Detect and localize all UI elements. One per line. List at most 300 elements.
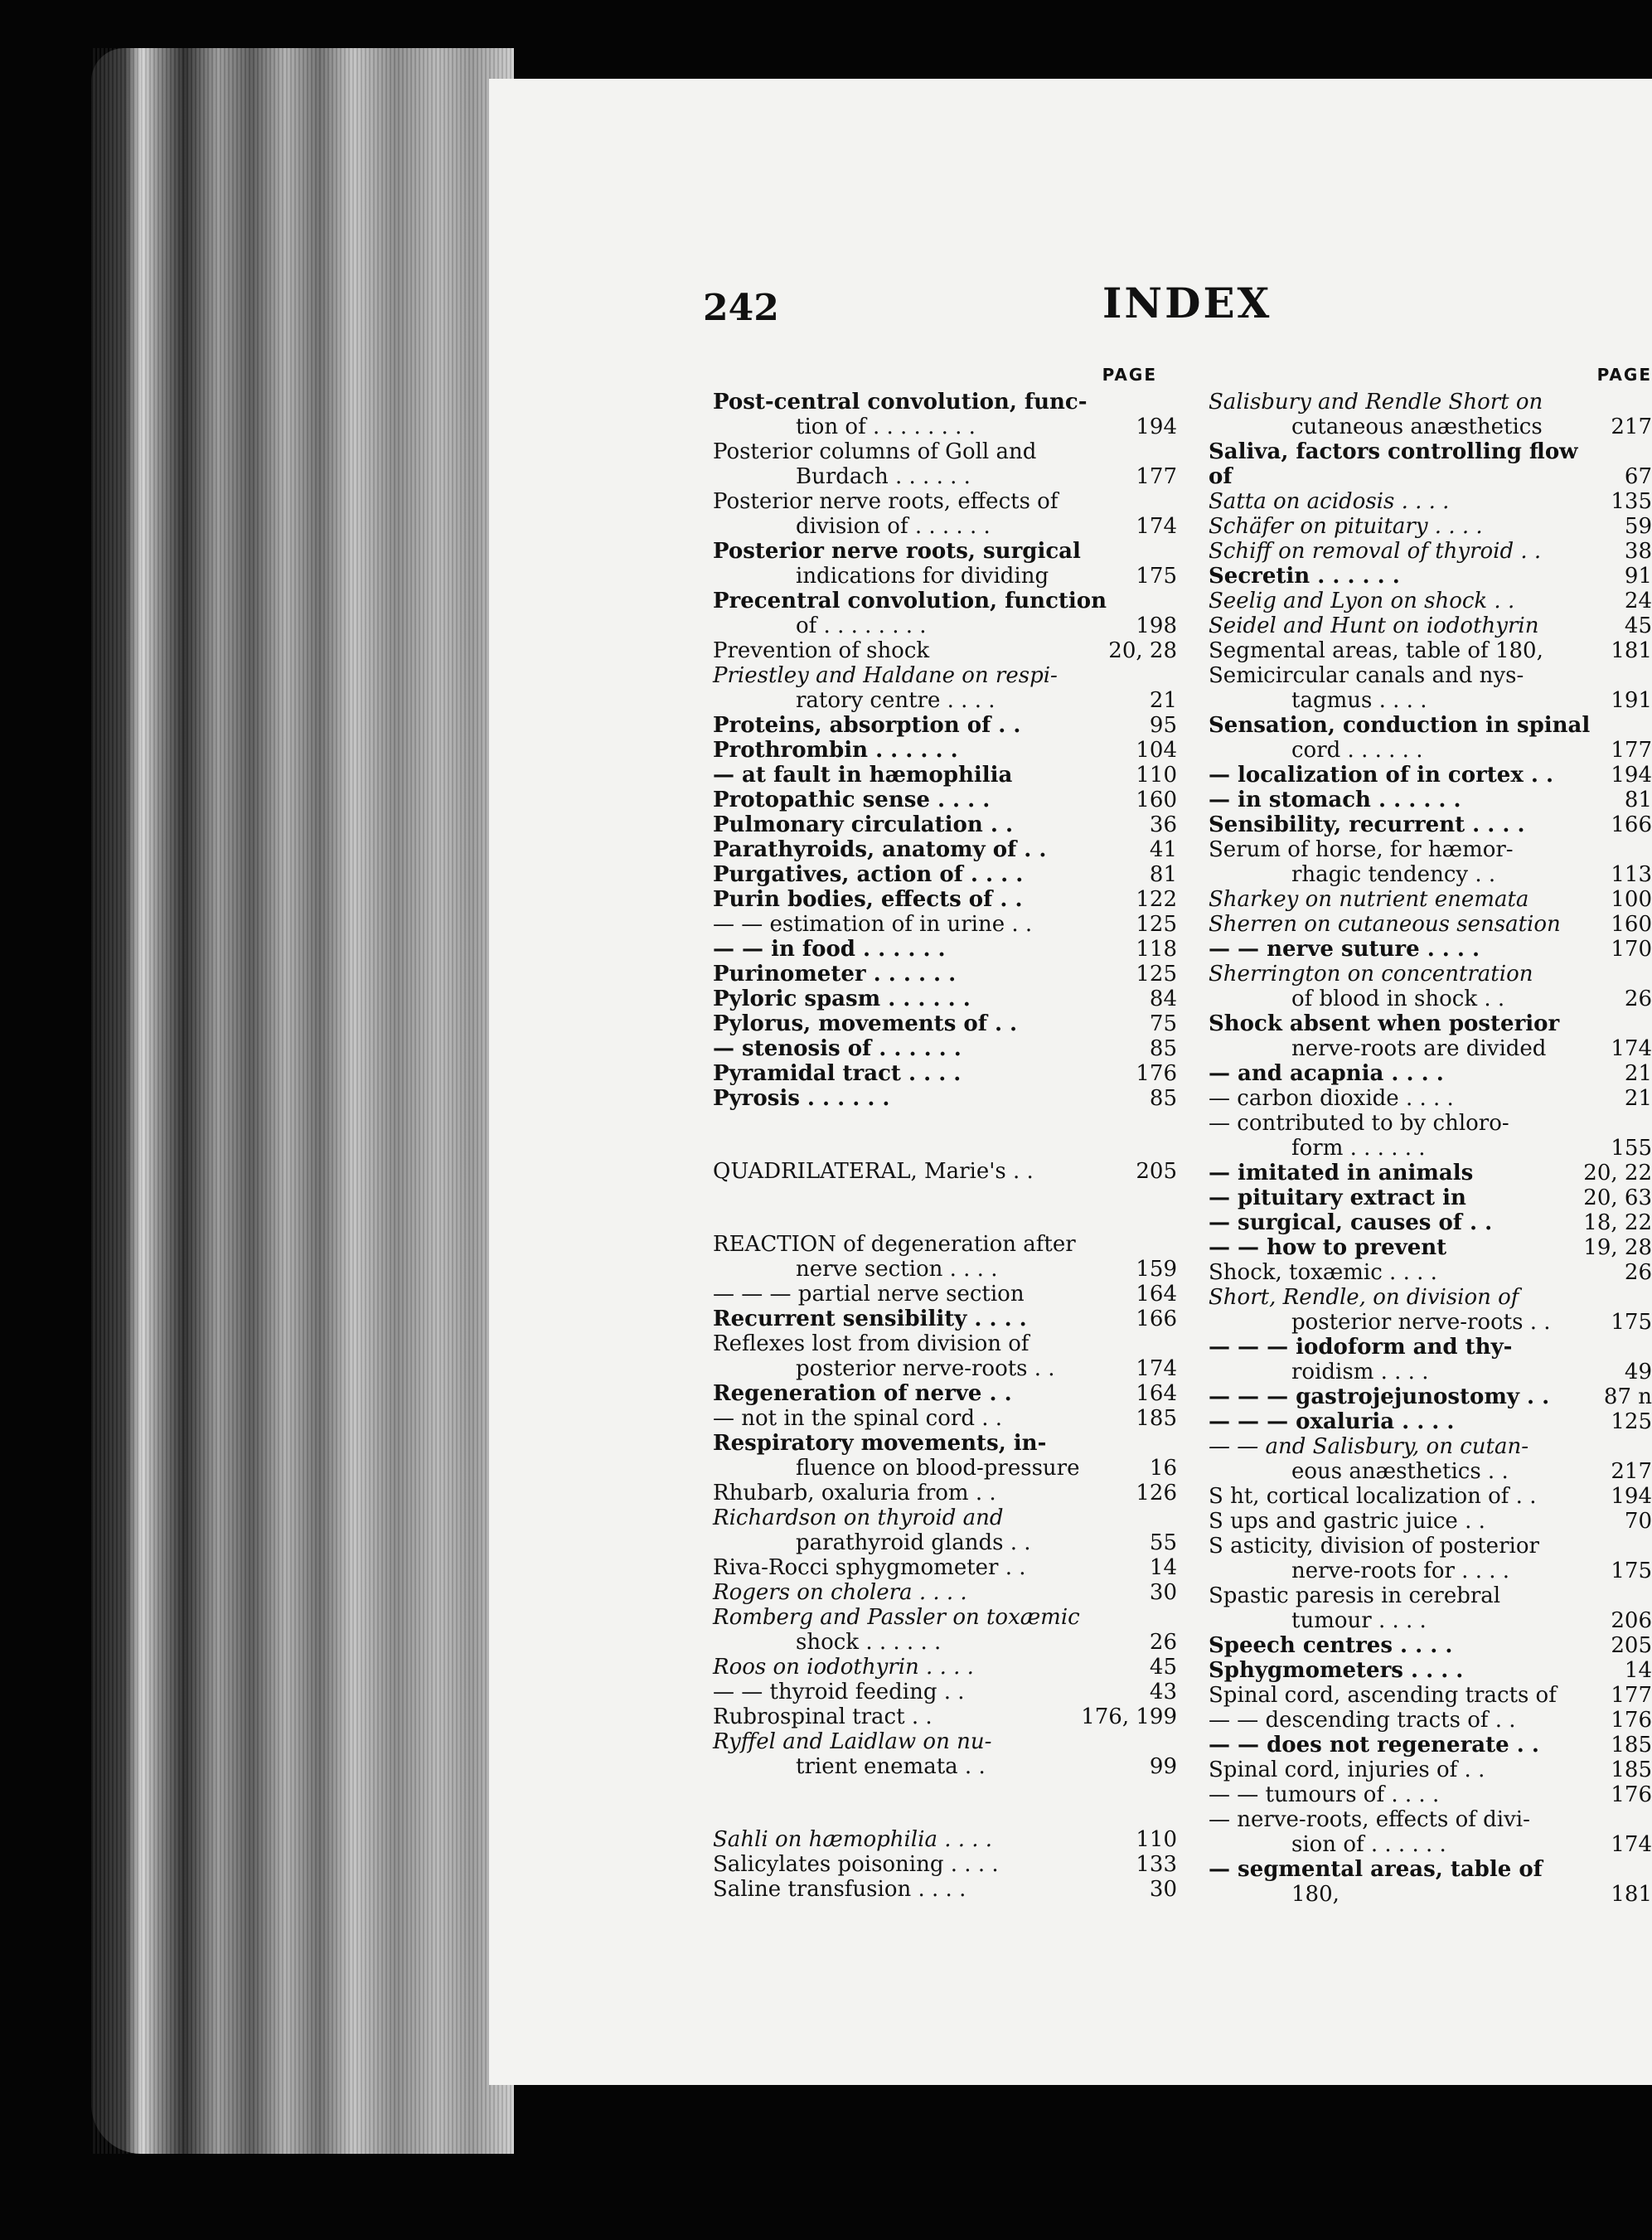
index-entry-label: Sherrington on concentration: [1209, 962, 1533, 987]
index-entry-label: Pulmonary circulation . .: [713, 812, 1013, 837]
index-entry-label: Posterior nerve roots, surgical: [713, 539, 1081, 564]
index-entry-page: 118: [1136, 937, 1177, 962]
index-entry-page: 155: [1611, 1136, 1652, 1161]
index-entry-label: Schiff on removal of thyroid . .: [1209, 539, 1542, 564]
index-entry-page: 159: [1136, 1257, 1177, 1282]
index-entry-label: — not in the spinal cord . .: [713, 1406, 1003, 1431]
index-entry: [1209, 688, 1652, 713]
index-entry: [1209, 1608, 1652, 1633]
index-entry-label: Rhubarb, oxaluria from . .: [713, 1481, 996, 1505]
index-entry-page: 125: [1611, 1409, 1652, 1434]
index-entry-label: — stenosis of . . . . . .: [713, 1036, 962, 1061]
index-entry-label: Riva-Rocci sphygmometer . .: [713, 1555, 1026, 1580]
index-entry-label: — — in food . . . . . .: [713, 937, 946, 962]
index-entry: [713, 1530, 1177, 1555]
index-entry-label: — and acapnia . . . .: [1209, 1061, 1444, 1086]
index-entry-label: Regeneration of nerve . .: [713, 1381, 1012, 1406]
index-entry-page: 166: [1136, 1307, 1177, 1331]
index-column-left: [713, 365, 1177, 1902]
index-entry: [713, 1381, 1177, 1406]
index-entry: [713, 887, 1177, 912]
index-entry-label: form . . . . . .: [1291, 1136, 1426, 1161]
index-entry-label: — in stomach . . . . . .: [1209, 788, 1461, 812]
index-entry-label: — imitated in animals: [1209, 1161, 1474, 1185]
index-entry-page: 205: [1136, 1159, 1177, 1184]
index-entry: [1209, 1310, 1652, 1335]
index-entry-label: Serum of horse, for hæmor-: [1209, 837, 1514, 862]
index-entry: [1209, 514, 1652, 539]
index-entry: [1209, 1086, 1652, 1111]
index-entry-label: Sensibility, recurrent . . . .: [1209, 812, 1525, 837]
index-entry-label: Reflexes lost from division of: [713, 1331, 1029, 1356]
index-entry-page: 176: [1136, 1061, 1177, 1086]
index-entry-page: 81: [1149, 862, 1177, 887]
index-entry-page: 181: [1611, 1882, 1652, 1907]
index-entry-label: Secretin . . . . . .: [1209, 564, 1400, 589]
index-entry-page: 38: [1624, 539, 1652, 564]
index-entry: [713, 613, 1177, 638]
index-entry: [1209, 1559, 1652, 1583]
index-entry: [713, 1356, 1177, 1381]
index-entry-page: 70: [1624, 1509, 1652, 1534]
index-entry-label: Seidel and Hunt on iodothyrin: [1209, 613, 1539, 638]
index-entry-label: Recurrent sensibility . . . .: [713, 1307, 1027, 1331]
index-entry: [713, 912, 1177, 937]
index-entry-page: 16: [1149, 1456, 1177, 1481]
index-entry: [1209, 1161, 1652, 1185]
index-entry: [713, 1580, 1177, 1605]
index-entry: [1209, 1061, 1652, 1086]
index-entry-label: Spastic paresis in cerebral: [1209, 1583, 1501, 1608]
index-entry-label: Protopathic sense . . . .: [713, 788, 991, 812]
index-entry: [713, 415, 1177, 439]
index-entry: [713, 1729, 1177, 1754]
index-entry-label: cutaneous anæsthetics: [1291, 415, 1543, 439]
index-entry: [1209, 638, 1652, 663]
index-entry: [1209, 1235, 1652, 1260]
index-entry-label: — — — iodoform and thy-: [1209, 1335, 1513, 1360]
index-entry: [1209, 1832, 1652, 1857]
index-entry: [1209, 1633, 1652, 1658]
index-entry: [713, 1011, 1177, 1036]
index-entry-label: — — how to prevent: [1209, 1235, 1447, 1260]
index-entry: [1209, 613, 1652, 638]
page-number: 242: [703, 287, 779, 329]
index-entry: [713, 1307, 1177, 1331]
index-entry-label: Parathyroids, anatomy of . .: [713, 837, 1047, 862]
index-entry-label: Respiratory movements, in-: [713, 1431, 1047, 1456]
index-entry-label: Seelig and Lyon on shock . .: [1209, 589, 1515, 613]
index-entry-page: 205: [1611, 1633, 1652, 1658]
index-entry: [1209, 1758, 1652, 1782]
index-entry-page: 21: [1624, 1061, 1652, 1086]
index-entry-page: 160: [1611, 912, 1652, 937]
index-entry: [713, 1852, 1177, 1877]
index-entry: [1209, 1534, 1652, 1559]
index-entry-label: Spinal cord, ascending tracts of: [1209, 1683, 1557, 1708]
index-entry: [713, 1257, 1177, 1282]
index-entry-label: Prevention of shock: [713, 638, 930, 663]
index-entry-label: Romberg and Passler on toxæmic: [713, 1605, 1080, 1630]
index-entry-page: 194: [1611, 1484, 1652, 1509]
index-entry-label: Purin bodies, effects of . .: [713, 887, 1023, 912]
index-entry: [713, 589, 1177, 613]
index-entry: [1209, 1733, 1652, 1758]
index-entry-label: fluence on blood-pressure: [796, 1456, 1080, 1481]
index-entry: [713, 1605, 1177, 1630]
index-entry: [1209, 1434, 1652, 1459]
index-entry-page: 100: [1611, 887, 1652, 912]
index-entry: [713, 1680, 1177, 1704]
index-entry: [1209, 1459, 1652, 1484]
section-gap: [713, 1779, 1177, 1827]
index-entry: [1209, 415, 1652, 439]
index-entry: [1209, 1335, 1652, 1360]
index-entry-page: 110: [1136, 1827, 1177, 1852]
index-entry-page: 55: [1149, 1530, 1177, 1555]
index-entry: [1209, 912, 1652, 937]
index-entry-label: 180,: [1291, 1882, 1340, 1907]
index-entry-label: — segmental areas, table of: [1209, 1857, 1543, 1882]
index-entry-page: 43: [1149, 1680, 1177, 1704]
index-entry-page: 24: [1624, 589, 1652, 613]
index-entry-label: Shock, toxæmic . . . .: [1209, 1260, 1437, 1285]
index-entry: [1209, 439, 1652, 489]
index-entry-label: Sherren on cutaneous sensation: [1209, 912, 1561, 937]
index-title: INDEX: [1102, 279, 1272, 327]
index-entry-page: 176: [1611, 1708, 1652, 1733]
index-entry: [713, 514, 1177, 539]
index-entry: [713, 1282, 1177, 1307]
index-entry: [1209, 1509, 1652, 1534]
index-entry-label: S ht, cortical localization of . .: [1209, 1484, 1537, 1509]
index-entry-label: — at fault in hæmophilia: [713, 763, 1013, 788]
index-entry: [713, 1655, 1177, 1680]
index-entry: [713, 688, 1177, 713]
index-entry-label: Segmental areas, table of 180,: [1209, 638, 1543, 663]
index-entry-page: 177: [1136, 464, 1177, 489]
index-entry: [713, 1061, 1177, 1086]
index-entry-label: QUADRILATERAL, Marie's . .: [713, 1159, 1034, 1184]
index-entry: [713, 1754, 1177, 1779]
index-entry-label: indications for dividing: [796, 564, 1049, 589]
index-entry: [713, 1159, 1177, 1184]
index-entry-label: — localization of in cortex . .: [1209, 763, 1554, 788]
index-entry: [713, 564, 1177, 589]
index-entry: [1209, 1210, 1652, 1235]
index-entry-label: Semicircular canals and nys-: [1209, 663, 1524, 688]
index-entry-label: Spinal cord, injuries of . .: [1209, 1758, 1485, 1782]
index-entry-page: 198: [1136, 613, 1177, 638]
index-entry: [1209, 1484, 1652, 1509]
index-entry-page: 125: [1136, 912, 1177, 937]
index-entry-label: Pyramidal tract . . . .: [713, 1061, 962, 1086]
index-entry: [1209, 788, 1652, 812]
index-entry-label: Priestley and Haldane on respi-: [713, 663, 1058, 688]
index-entry: [713, 1704, 1177, 1729]
index-column-right: [1209, 365, 1652, 1907]
index-entry-page: 30: [1149, 1877, 1177, 1902]
index-entry: [1209, 1658, 1652, 1683]
index-entry-label: Pyrosis . . . . . .: [713, 1086, 890, 1111]
index-entry-page: 26: [1149, 1630, 1177, 1655]
book-page-edges: [91, 48, 514, 2154]
index-entry: [713, 1630, 1177, 1655]
index-entry-page: 181: [1611, 638, 1652, 663]
index-entry-page: 85: [1149, 1086, 1177, 1111]
index-entry-label: Speech centres . . . .: [1209, 1633, 1453, 1658]
index-entry-page: 177: [1611, 738, 1652, 763]
index-entry: [1209, 1111, 1652, 1136]
column-head-page: PAGE: [1596, 365, 1652, 385]
index-entry-label: Pylorus, movements of . .: [713, 1011, 1018, 1036]
index-entry-page: 185: [1611, 1758, 1652, 1782]
index-entry: [1209, 862, 1652, 887]
index-entry-page: 26: [1624, 1260, 1652, 1285]
index-entry: [1209, 589, 1652, 613]
index-entry: [713, 862, 1177, 887]
index-entry-label: Shock absent when posterior: [1209, 1011, 1560, 1036]
index-entry-label: — contributed to by chloro-: [1209, 1111, 1509, 1136]
index-entry: [1209, 1409, 1652, 1434]
index-entry-label: — — does not regenerate . .: [1209, 1733, 1539, 1758]
index-entry: [713, 1456, 1177, 1481]
index-entry: [713, 788, 1177, 812]
index-entry-label: Salicylates poisoning . . . .: [713, 1852, 999, 1877]
index-entry: [1209, 1285, 1652, 1310]
index-entry-page: 85: [1149, 1036, 1177, 1061]
index-entry-page: 176, 199: [1081, 1704, 1177, 1729]
index-entry: [713, 1086, 1177, 1111]
index-entry: [1209, 1185, 1652, 1210]
index-entry-label: of blood in shock . .: [1291, 987, 1505, 1011]
index-entry-label: trient enemata . .: [796, 1754, 986, 1779]
index-entry-label: Proteins, absorption of . .: [713, 713, 1021, 738]
index-entry-label: Short, Rendle, on division of: [1209, 1285, 1519, 1310]
index-entry: [1209, 539, 1652, 564]
index-entry-page: 14: [1149, 1555, 1177, 1580]
index-entry-label: Sphygmometers . . . .: [1209, 1658, 1464, 1683]
index-entry-label: — — — partial nerve section: [713, 1282, 1025, 1307]
index-entry: [713, 663, 1177, 688]
index-entry-page: 185: [1611, 1733, 1652, 1758]
index-entry-label: Richardson on thyroid and: [713, 1505, 1004, 1530]
index-entry-label: Post-central convolution, func-: [713, 390, 1088, 415]
index-entry-page: 185: [1136, 1406, 1177, 1431]
index-entry-label: parathyroid glands . .: [796, 1530, 1031, 1555]
index-entry-page: 95: [1149, 713, 1177, 738]
index-entry-label: Saline transfusion . . . .: [713, 1877, 966, 1902]
index-entry: [713, 738, 1177, 763]
index-entry-label: Ryffel and Laidlaw on nu-: [713, 1729, 992, 1754]
index-entry-page: 174: [1611, 1036, 1652, 1061]
index-entry-label: — — and Salisbury, on cutan-: [1209, 1434, 1529, 1459]
index-entry: [713, 1505, 1177, 1530]
index-entry-label: Burdach . . . . . .: [796, 464, 971, 489]
index-entry-page: 160: [1136, 788, 1177, 812]
index-entry-page: 87 n: [1603, 1384, 1652, 1409]
index-entry: [1209, 1583, 1652, 1608]
index-entry-page: 110: [1136, 763, 1177, 788]
index-entry-label: roidism . . . .: [1291, 1360, 1429, 1384]
index-entry: [713, 1232, 1177, 1257]
index-entry-page: 75: [1149, 1011, 1177, 1036]
index-entry-page: 164: [1136, 1381, 1177, 1406]
index-entry: [1209, 1807, 1652, 1832]
index-entry: [1209, 489, 1652, 514]
index-entry: [1209, 1782, 1652, 1807]
index-entry: [1209, 1136, 1652, 1161]
index-entry-label: of . . . . . . . .: [796, 613, 927, 638]
index-entry-label: S asticity, division of posterior: [1209, 1534, 1539, 1559]
index-entry-label: posterior nerve-roots . .: [796, 1356, 1055, 1381]
index-entry-label: tagmus . . . .: [1291, 688, 1427, 713]
index-entry: [1209, 1260, 1652, 1285]
index-entry-page: 19, 28: [1583, 1235, 1652, 1260]
index-entry-label: Salisbury and Rendle Short on: [1209, 390, 1543, 415]
index-entry: [713, 812, 1177, 837]
index-entry-page: 174: [1136, 1356, 1177, 1381]
index-entry: [713, 489, 1177, 514]
index-entry-label: nerve-roots are divided: [1291, 1036, 1547, 1061]
index-entry-label: — — descending tracts of . .: [1209, 1708, 1516, 1733]
index-entry-label: tion of . . . . . . . .: [796, 415, 976, 439]
index-entries-left: [713, 390, 1177, 1902]
index-entry-page: 170: [1611, 937, 1652, 962]
index-entry: [1209, 1384, 1652, 1409]
index-entry-page: 175: [1611, 1559, 1652, 1583]
index-entry-page: 20, 63: [1583, 1185, 1652, 1210]
index-entry: [1209, 837, 1652, 862]
index-entry-label: Sharkey on nutrient enemata: [1209, 887, 1529, 912]
index-entry-label: Posterior nerve roots, effects of: [713, 489, 1059, 514]
index-entry: [713, 539, 1177, 564]
index-entry: [1209, 937, 1652, 962]
index-entry-label: — — nerve suture . . . .: [1209, 937, 1480, 962]
index-entry: [713, 1877, 1177, 1902]
index-entry-page: 99: [1149, 1754, 1177, 1779]
index-entry: [1209, 812, 1652, 837]
index-entry: [713, 1431, 1177, 1456]
index-entry-label: Rogers on cholera . . . .: [713, 1580, 967, 1605]
index-entry-label: sion of . . . . . .: [1291, 1832, 1446, 1857]
index-entry-label: Roos on iodothyrin . . . .: [713, 1655, 974, 1680]
index-entry-label: — — estimation of in urine . .: [713, 912, 1033, 937]
index-entry-label: Sensation, conduction in spinal: [1209, 713, 1591, 738]
index-entry: [713, 1331, 1177, 1356]
index-entry: [713, 390, 1177, 415]
index-entry-page: 18, 22: [1583, 1210, 1652, 1235]
index-entry-label: ratory centre . . . .: [796, 688, 996, 713]
index-entry-page: 191: [1611, 688, 1652, 713]
index-entry: [1209, 1011, 1652, 1036]
index-entry: [1209, 887, 1652, 912]
index-entry: [1209, 738, 1652, 763]
index-entry-label: — — tumours of . . . .: [1209, 1782, 1440, 1807]
index-entry: [713, 962, 1177, 987]
index-entry: [1209, 713, 1652, 738]
index-entry: [1209, 1882, 1652, 1907]
index-entry: [713, 1406, 1177, 1431]
index-entry-page: 49: [1624, 1360, 1652, 1384]
index-entry-label: Sahli on hæmophilia . . . .: [713, 1827, 993, 1852]
index-entry-page: 194: [1136, 415, 1177, 439]
index-entry-label: Rubrospinal tract . .: [713, 1704, 933, 1729]
index-entry: [1209, 663, 1652, 688]
index-entry-label: nerve section . . . .: [796, 1257, 998, 1282]
index-entry-label: Purgatives, action of . . . .: [713, 862, 1024, 887]
index-entry-page: 175: [1136, 564, 1177, 589]
index-entry: [713, 1036, 1177, 1061]
index-entry-label: — nerve-roots, effects of divi-: [1209, 1807, 1530, 1832]
index-entry: [1209, 987, 1652, 1011]
index-entry: [1209, 1708, 1652, 1733]
index-entry-label: — surgical, causes of . .: [1209, 1210, 1493, 1235]
index-entry: [1209, 1360, 1652, 1384]
index-entry-page: 206: [1611, 1608, 1652, 1633]
index-entry-page: 14: [1624, 1658, 1652, 1683]
index-entry-page: 176: [1611, 1782, 1652, 1807]
index-entry-page: 91: [1624, 564, 1652, 589]
index-entry-label: Pyloric spasm . . . . . .: [713, 987, 971, 1011]
index-entry-page: 36: [1149, 812, 1177, 837]
index-entry: [713, 1555, 1177, 1580]
index-entry-label: REACTION of degeneration after: [713, 1232, 1076, 1257]
index-entry-label: Saliva, factors controlling flow of: [1209, 439, 1578, 489]
index-entry-page: 21: [1624, 1086, 1652, 1111]
index-entry-label: Schäfer on pituitary . . . .: [1209, 514, 1483, 539]
index-entry-label: shock . . . . . .: [796, 1630, 942, 1655]
index-entry-page: 122: [1136, 887, 1177, 912]
index-entry: [713, 987, 1177, 1011]
index-entry-label: S ups and gastric juice . .: [1209, 1509, 1485, 1534]
index-entry: [1209, 564, 1652, 589]
index-entry-label: tumour . . . .: [1291, 1608, 1427, 1633]
index-entry-page: 45: [1624, 613, 1652, 638]
index-entry: [713, 638, 1177, 663]
index-entry: [713, 464, 1177, 489]
index-entry-page: 30: [1149, 1580, 1177, 1605]
index-entry-page: 125: [1136, 962, 1177, 987]
index-entry-label: eous anæsthetics . .: [1291, 1459, 1509, 1484]
index-entry-page: 135: [1611, 489, 1652, 514]
index-entry-page: 177: [1611, 1683, 1652, 1708]
index-entry-page: 164: [1136, 1282, 1177, 1307]
index-entry-page: 194: [1611, 763, 1652, 788]
index-entry-page: 104: [1136, 738, 1177, 763]
index-entry-label: — — — gastrojejunostomy . .: [1209, 1384, 1550, 1409]
index-entry-page: 174: [1611, 1832, 1652, 1857]
index-entry-page: 174: [1136, 514, 1177, 539]
index-entry-page: 81: [1624, 788, 1652, 812]
index-entry-page: 84: [1149, 987, 1177, 1011]
index-entries-right: [1209, 390, 1652, 1907]
index-entry-label: — — — oxaluria . . . .: [1209, 1409, 1455, 1434]
index-entry: [1209, 763, 1652, 788]
index-entry-page: 133: [1136, 1852, 1177, 1877]
index-entry: [1209, 1857, 1652, 1882]
section-gap: [713, 1184, 1177, 1232]
index-entry: [713, 1481, 1177, 1505]
index-entry-label: Precentral convolution, function: [713, 589, 1107, 613]
index-entry-label: Prothrombin . . . . . .: [713, 738, 958, 763]
index-entry: [1209, 962, 1652, 987]
index-entry-label: — — thyroid feeding . .: [713, 1680, 965, 1704]
index-entry-page: 26: [1624, 987, 1652, 1011]
index-entry-page: 126: [1136, 1481, 1177, 1505]
index-entry-page: 67: [1624, 464, 1652, 489]
index-entry-page: 21: [1149, 688, 1177, 713]
